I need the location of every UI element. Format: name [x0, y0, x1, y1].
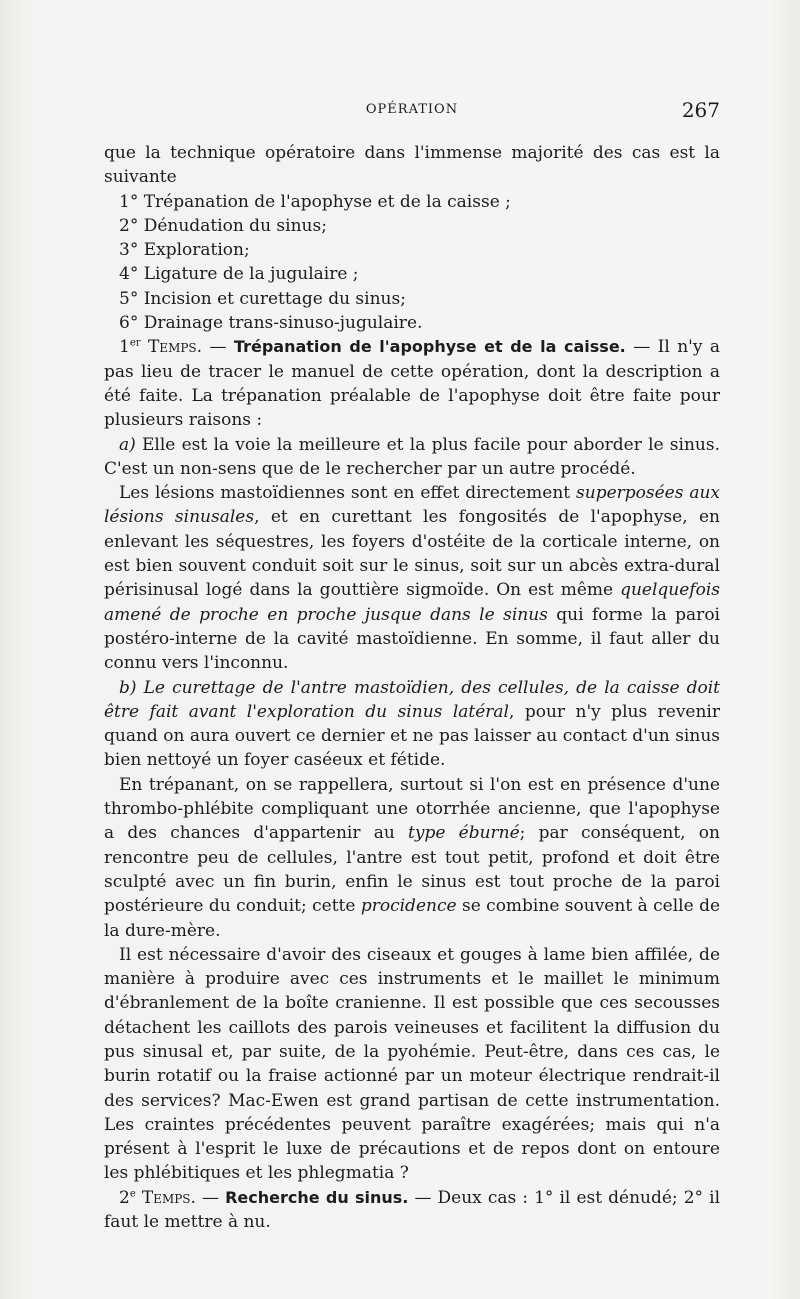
italic-run: b) Le curettage de l'antre mastoïdien, des cellules, de la caisse doit être fait avant l'exploration du sinus latéral: [104, 677, 720, 722]
paragraph-b: [104, 676, 720, 773]
step-item: 5° Incision et curettage du sinus;: [119, 288, 406, 309]
italic-run: type éburné: [408, 823, 520, 844]
paragraph-a-marker: a): [119, 434, 136, 455]
temps-1-sup: er: [129, 337, 141, 349]
temps-2-label: Temps.: [141, 1187, 196, 1208]
paragraph-trepanant: [104, 773, 720, 943]
page-header: [104, 98, 720, 126]
italic-run: quelquefois amené de proche en proche jusque dans le sinus: [104, 580, 720, 625]
intro-paragraph: que la technique opératoire dans l'immense majorité des cas est la suivante: [104, 143, 720, 188]
temps-1-paragraph: [104, 335, 720, 432]
temps-2-dash: —: [195, 1187, 226, 1208]
step-item: 3° Exploration;: [119, 240, 250, 261]
temps-2-number: 2: [119, 1187, 130, 1208]
text-run: Les lésions mastoïdiennes sont en effet directement: [119, 483, 577, 504]
paragraph-a: [104, 433, 720, 482]
temps-2-title: Recherche du sinus.: [225, 1187, 409, 1207]
text-run: , pour n'y plus revenir quand on aura ouvert ce dernier et ne pas laisser au contact d'un sinus bien nettoyé un foyer caséeux et fétide.: [104, 701, 720, 771]
text-run: , et en curettant les fongosités de l'apophyse, en enlevant les séquestres, les foyers d'ostéite de la corticale interne, on est bien souvent conduit soit sur le sinus, soit sur un abcès extra-dural périsinusal logé dans la gouttière sigmoïde. On est même: [104, 507, 720, 601]
paragraph-lesions: [104, 481, 720, 675]
paragraph-a-text: Elle est la voie la meilleure et la plus facile pour aborder le sinus. C'est un non-sens que de le rechercher par un autre procédé.: [104, 434, 720, 479]
temps-1-label: Temps.: [147, 337, 203, 358]
text-run: ; par conséquent, on rencontre peu de cellules, l'antre est tout petit, profond et doit être sculpté avec un fin burin, enfin le sinus est tout proche de la paroi postérieure du conduit; cette: [104, 823, 720, 917]
italic-run: procidence: [360, 896, 457, 917]
italic-run: superposées aux lésions sinusales: [104, 483, 720, 528]
text-run: se combine souvent à celle de la dure-mère.: [104, 896, 721, 941]
step-item: 2° Dénudation du sinus;: [119, 215, 327, 236]
running-head: OPÉRATION: [365, 102, 459, 117]
text-run: En trépanant, on se rappellera, surtout si l'on est en présence d'une thrombo-phlébite compliquant une otorrhée ancienne, que l'apophyse a des chances d'appartenir au: [104, 774, 720, 844]
temps-2-sup: e: [129, 1188, 136, 1200]
temps-1-number: 1: [119, 337, 130, 358]
step-item: 6° Drainage trans-sinuso-jugulaire.: [119, 313, 423, 334]
paragraph-ciseaux: Il est nécessaire d'avoir des ciseaux et gouges à lame bien affilée, de manière à produire avec ces instruments et le maillet le minimum d'ébranlement de la boîte cranienne. Il est possible que ces secousses détachent les caillots des parois veineuses et facilitent la diffusion du pus sinusal et, par suite, de la pyohémie. Peut-être, dans ces cas, le burin rotatif ou la fraise actionné par un moteur électrique rendrait-il des services? Mac-Ewen est grand partisan de cette instrumentation. Les craintes précédentes peuvent paraître exagérées; mais qui n'a présent à l'esprit le luxe de précautions et de repos dont on entoure les phlébitiques et les phlegmatia ?: [104, 944, 720, 1184]
page-number: 267: [681, 98, 720, 122]
temps-1-dash: —: [202, 337, 234, 358]
temps-2-text: — Deux cas : 1° il est dénudé; 2° il faut le mettre à nu.: [104, 1187, 721, 1233]
text-run: qui forme la paroi postéro-interne de la cavité mastoïdienne. En somme, il faut aller du connu vers l'inconnu.: [104, 604, 720, 674]
temps-1-text: — Il n'y a pas lieu de tracer le manuel de cette opération, dont la description a été faite. La trépanation préalable de l'apophyse doit être faite pour plusieurs raisons :: [104, 337, 720, 431]
temps-1-title: Trépanation de l'apophyse et de la caisse.: [233, 337, 626, 357]
step-item: 1° Trépanation de l'apophyse et de la caisse ;: [119, 191, 511, 212]
body-text: [104, 141, 720, 1234]
temps-2-paragraph: [104, 1186, 720, 1235]
step-item: 4° Ligature de la jugulaire ;: [119, 264, 359, 285]
